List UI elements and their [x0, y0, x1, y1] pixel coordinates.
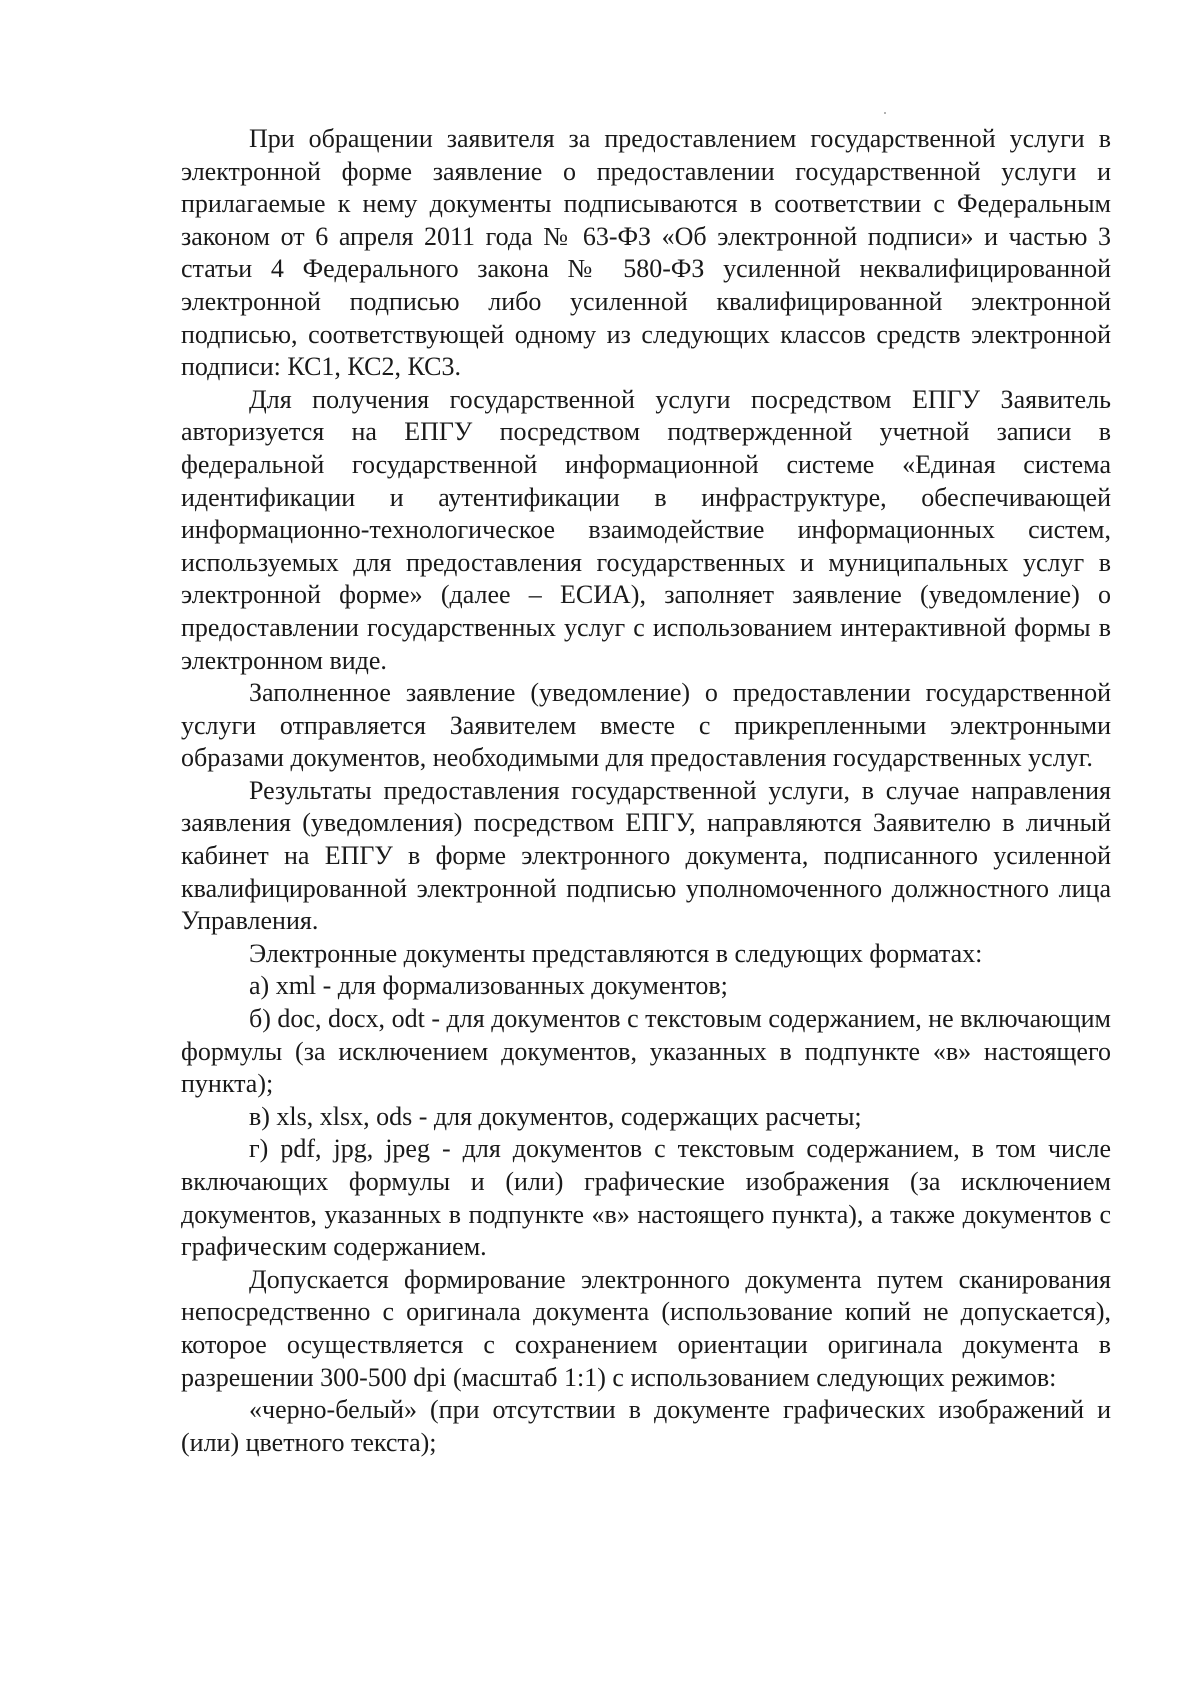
paragraph-bw-mode: «черно-белый» (при отсутствии в документе графических изображений и (или) цветного текста);	[181, 1395, 1111, 1457]
paragraph-filled-application: Заполненное заявление (уведомление) о предоставлении государственной услуги отправляется Заявителем вместе с прикрепленными электронными образами документов, необходимыми для предоставления государственных услуг.	[181, 678, 1111, 773]
list-item-g: г) pdf, jpg, jpeg - для документов с текстовым содержанием, в том числе включающих формулы и (или) графические изображения (за исключением документов, указанных в подпункте «в» настоящего пункта), а также документов с графическим содержанием.	[181, 1134, 1111, 1262]
scan-speck	[884, 112, 886, 114]
paragraph-electronic-signature: При обращении заявителя за предоставлением государственной услуги в электронной форме заявление о предоставлении государственной услуги и прилагаемые к нему документы подписываются в соответствии с Федеральным законом от 6 апреля 2011 года № 63-ФЗ «Об электронной подписи» и частью 3 статьи 4 Федерального закона № 580-ФЗ усиленной неквалифицированной электронной подписью либо усиленной квалифицированной электронной подписью, соответствующей одному из следующих классов средств электронной подписи: КС1, КС2, КС3.	[181, 124, 1111, 382]
paragraph-scanning: Допускается формирование электронного документа путем сканирования непосредственно с оригинала документа (использование копий не допускается), которое осуществляется с сохранением ориентации оригинала документа в разрешении 300-500 dpi (масштаб 1:1) с использованием следующих режимов:	[181, 1264, 1111, 1392]
paragraph-service-results: Результаты предоставления государственной услуги, в случае направления заявления (уведомления) посредством ЕПГУ, направляются Заявителю в личный кабинет на ЕПГУ в форме электронного документа, подписанного усиленной квалифицированной электронной подписью уполномоченного должностного лица Управления.	[181, 775, 1111, 936]
paragraph-esia-authorization: Для получения государственной услуги посредством ЕПГУ Заявитель авторизуется на ЕПГУ посредством подтвержденной учетной записи в федеральной государственной информационной системе «Единая система идентификации и аутентификации в инфраструктуре, обеспечивающей информационно-технологическое взаимодействие информационных систем, используемых для предоставления государственных и муниципальных услуг в электронной форме» (далее – ЕСИА), заполняет заявление (уведомление) о предоставлении государственных услуг с использованием интерактивной формы в электронном виде.	[181, 384, 1111, 675]
list-item-b: б) doc, docx, odt - для документов с текстовым содержанием, не включающим формулы (за исключением документов, указанных в подпункте «в» настоящего пункта);	[181, 1004, 1111, 1099]
list-item-a: а) xml - для формализованных документов;	[249, 971, 728, 1001]
paragraph-formats-intro: Электронные документы представляются в следующих форматах:	[249, 938, 983, 968]
list-item-v: в) xls, xlsx, ods - для документов, содержащих расчеты;	[249, 1101, 862, 1131]
document-page	[181, 123, 1111, 1459]
